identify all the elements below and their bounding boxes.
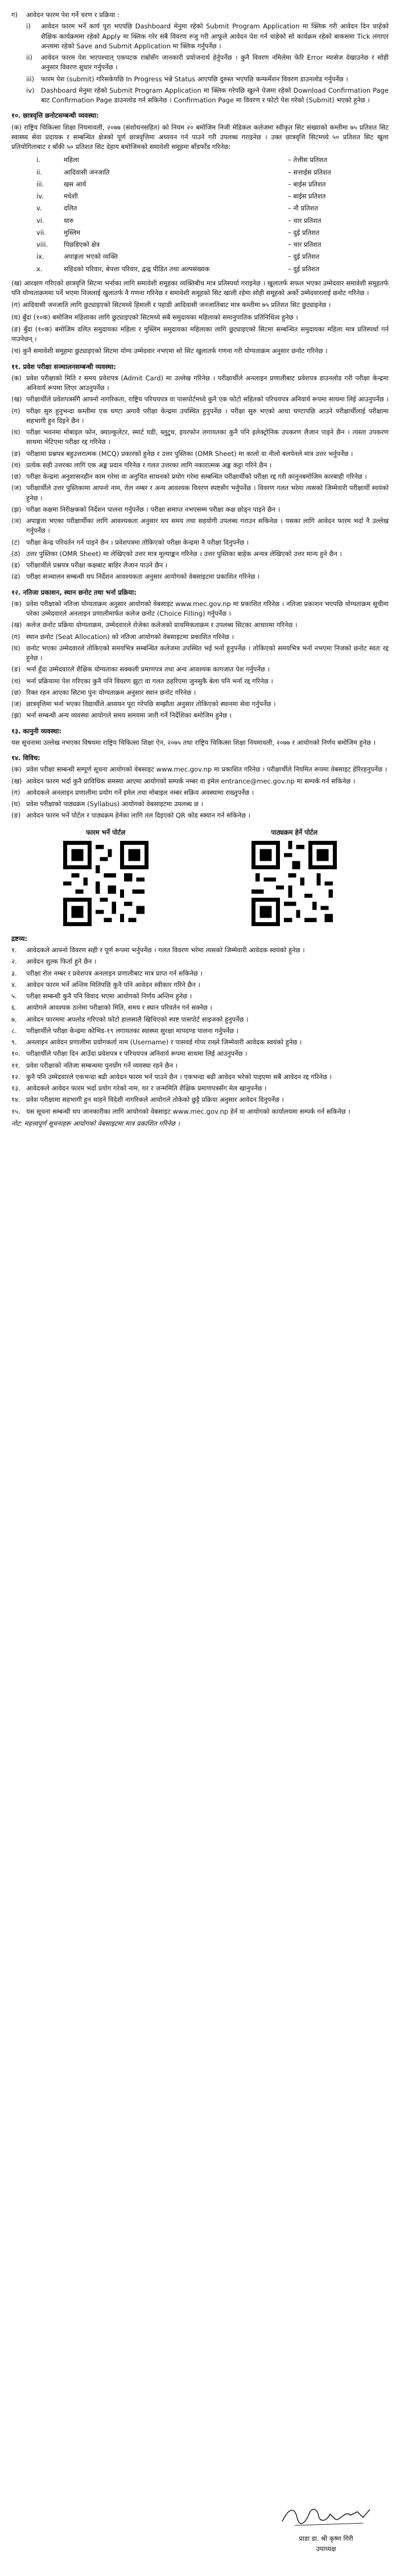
footer-note: नोट: महत्त्वपूर्ण सूचनाहरू आयोगको वेबसाइटमा मात्र प्रकाशित गरिनेछ । [11,1119,180,1127]
list-item: (ग) स्थान छनोट (Seat Allocation) को नतिजा आयोगको वेबसाइटमा प्रकाशित गरिनेछ । [11,632,234,641]
step-number: iii) [26,74,35,83]
list-item: (ड) परीक्षार्थीले प्रश्नपत्र परीक्षा कक्षबाट बाहिर लैजान पाउने छैन । [11,561,168,569]
list-item: (घ) परीक्षा भवनमा मोबाइल फोन, क्याल्कुलेटर, स्मार्ट घडी, ब्लुटुथ, इयरफोन लगायतका कुनै पनि इलेक्ट्रोनिक उपकरण लैजान पाइने छैन । त्यस्ता उपकरण साथमा भेटिएमा परीक्षा रद्द गरिनेछ । [11,428,389,446]
list-item: (क) प्रवेश परीक्षाको नतिजा योग्यताक्रम अनुसार आयोगको वेबसाइट www.mec.gov.np मा प्रकाशित गरिनेछ । नतिजा प्रकाशन भएपछि योग्यताक्रम सूचीमा परेका उम्मेदवारले अनलाइन प्रणालीमार्फत कलेज छनोट (Choice Filling) गर्नुपर्नेछ । [11,599,389,617]
list-item: (घ) छनोट भएका उम्मेदवारले तोकिएको समयभित्र सम्बन्धित कलेजमा उपस्थित भई भर्ना हुनुपर्नेछ । तोकिएको समयभित्र भर्ना नभएमा निजको छनोट स्वतः रद्द हुनेछ । [11,644,389,662]
note-item: ११. प्रवेश परीक्षाको नतिजा सम्बन्धमा पुनर्योग गर्ने व्यवस्था रहने छैन । [11,1061,178,1069]
submit-step [26,74,389,84]
note-item: ६. आयोगले आवश्यक ठानेमा परीक्षाको मिति, समय र स्थान परिवर्तन गर्न सक्नेछ । [11,1003,212,1012]
list-item: (झ) भर्ना सम्बन्धी अन्य व्यवस्था आयोगले समय समयमा जारी गर्ने निर्देशिका बमोजिम हुनेछ । [11,711,232,720]
list-item: (च) भर्ना प्रक्रियामा पेश गरिएका कुनै पनि विवरण झुटा वा गलत ठहरिएमा जुनसुकै बेला पनि भर्ना रद्द गरिनेछ । [11,677,273,685]
exam-conduct-section [11,362,389,582]
submit-step [26,53,389,73]
note-item: ७. आवेदन फारममा अपलोड गरिएको फोटो हालसालै खिचिएको स्पष्ट पासपोर्ट साइजको हुनुपर्नेछ । [11,1015,249,1023]
qr-portal-label: फारम भर्ने पोर्टल [86,828,126,836]
quota-row: iii. खस आर्य – बाईस प्रतिशत [36,180,326,188]
quota-row: vii. मुस्लिम – दुई प्रतिशत [36,228,320,237]
scholarship-section [11,111,389,356]
list-item: (क) प्रवेश परीक्षाको मिति र समय प्रवेशपत्र (Admit Card) मा उल्लेख गरिनेछ । परीक्षार्थीले अनलाइन प्रणालीबाट प्रवेशपत्र डाउनलोड गरी परीक्षा केन्द्रमा अनिवार्य रूपमा लिएर आउनुपर्नेछ । [11,374,389,392]
paragraph: यस सूचनामा उल्लेख नभएका विषयमा राष्ट्रिय चिकित्सा शिक्षा ऐन, २०७५ तथा राष्ट्रिय चिकित्सा शिक्षा नियमावली, २०७७ र आयोगको निर्णय बमोजिम हुनेछ । [11,738,376,746]
step-number: iv) [26,86,35,94]
list-item: (ख) आवेदन फारम भर्दा कुनै प्राविधिक समस्या आएमा आयोगको सम्पर्क नम्बर वा इमेल entrance@mec.gov.np मा सम्पर्क गर्न सकिनेछ । [11,777,356,785]
list-item: (ख) परीक्षार्थीले प्रवेशपत्रसँगै आफ्नो नागरिकता, राष्ट्रिय परिचयपत्र वा पासपोर्टमध्ये कुनै एक फोटो सहितको परिचयपत्र अनिवार्य रूपमा साथमा लिई आउनुपर्नेछ । [11,395,389,404]
list-item: (ख) कलेज छनोट प्रक्रिया योग्यताक्रम, उम्मेदवारले रोजेका कलेजको प्राथमिकताक्रम र उपलब्ध सिटका आधारमा गरिनेछ । [11,621,298,629]
note-item: १. आवेदकले आफ्नो विवरण सही र पूर्ण रूपमा भर्नुपर्नेछ । गलत विवरण भरेमा त्यसको जिम्मेवारी आवेदक स्वयंको हुनेछ । [11,946,305,954]
note-item: ९. अनलाइन आवेदन प्रणालीमा प्रयोगकर्ता नाम (Username) र पासवर्ड गोप्य राख्ने जिम्मेवारी आवेदक स्वयंको हुनेछ । [11,1038,302,1046]
section-title: ११. प्रवेश परीक्षा सञ्चालनसम्बन्धी व्यवस्था: [11,362,116,371]
note-item: ५. परीक्षा सम्बन्धी कुनै पनि विवाद भएमा आयोगको निर्णय अन्तिम हुनेछ । [11,992,192,1000]
note-item: १०. परीक्षार्थीले परीक्षा दिन आउँदा प्रवेशपत्र र परिचयपत्र अनिवार्य रूपमा साथमा लिई आउनुपर्नेछ । [11,1050,248,1058]
step-number: ग) [11,11,18,19]
quota-row: v. दलित – नौ प्रतिशत [36,204,318,213]
quota-row: i. महिला – तेत्तीस प्रतिशत [36,156,327,164]
quota-table [34,154,376,275]
quota-row: ix. अपाङ्गता भएको व्यक्ति – दुई प्रतिशत [36,252,320,261]
step-text: आवेदन फारम पेश भएपश्चात् एकपटक राम्रोसँग जानकारी प्रयोजनार्थ हेर्नुपर्नेछ । कुनै विवरण नमिलेमा फेरि Error म्यासेज देखाउनेछ र सोही अनुसार विवरण सुधार गर्नुपर्नेछ । [41,53,389,72]
paragraph: (ग) आदिवासी जनजाति लागि छुट्याइएको सिटमध्ये हिमाली र पहाडी आदिवासी जनजातिबाट मात्र कम्तीमा ७५ प्रतिशत सिट छुट्याइनेछ । [11,301,331,309]
submit-step [11,10,389,20]
quota-row: iv. मधेशी – बाईस प्रतिशत [36,192,326,200]
step-number: i) [26,22,31,31]
section-title: १२. नतिजा प्रकाशन, स्थान छनोट तथा भर्ना प्रक्रिया: [11,588,137,596]
note-item: १३. आवेदकले आवेदन फारम भर्दा प्रयोग गरेको नाम, थर र जन्ममिति शैक्षिक प्रमाणपत्रसँग मेल खानुपर्नेछ । [11,1084,267,1092]
list-item: (झ) परीक्षा कक्षमा निरीक्षकको निर्देशन पालना गर्नुपर्नेछ । परीक्षा समाप्त नभएसम्म परीक्षा कक्ष छोड्न पाइने छैन । [11,505,281,513]
signature-block [275,2502,377,2554]
paragraph: (घ) बुँदा (१०क) बमोजिम महिलाका लागि छुट्याइएको सिटमध्ये सबै समुदायका महिलाको समानुपातिक प्रतिनिधित्व हुनेछ । [11,313,298,321]
note-item: १२. कुनै पनि उम्मेदवारले एकभन्दा बढी आवेदन फारम भर्न पाउने छैन । एकभन्दा बढी आवेदन भरेको पाइएमा सबै आवेदन रद्द गरिनेछ । [11,1072,332,1081]
list-item: (ढ) परीक्षा सञ्चालन सम्बन्धी थप निर्देशन आवश्यकता अनुसार आयोगको वेबसाइटमा प्रकाशित गरिनेछ । [11,573,260,581]
paragraph: (च) कुनै समावेशी समूहमा छुट्याइएको सिटमा योग्य उम्मेदवार नभएमा सो सिट खुलातर्फ गणना गरी योग्यताक्रम अनुसार छनोट गरिनेछ । [11,347,328,355]
list-item: (ङ) आवेदन फारम भर्ने पोर्टल र पाठ्यक्रम हेर्नका लागि तल दिइएको QR कोड स्क्यान गर्न सकिनेछ । [11,811,251,820]
qr-code-syllabus-icon[interactable] [251,841,337,926]
step-text: आवेदन फारम भर्ने कार्य पूरा भएपछि Dashboard मेनुमा रहेको Submit Program Application मा क्लिक गरी आवेदन दिन चाहेको शैक्षिक कार्यक्रममा रहेको Apply मा क्लिक गरेर सबै विवरण रुजु गरी आफूले आवेदन पेश गर्न चाहेको सो कार्यक्रम रहेको बाकसमा Tick लगाएर अन्त्यमा रहेको Save and Submit Application मा क्लिक गर्नुपर्नेछ । [41,22,389,50]
list-item: (ङ) भर्ना हुँदा उम्मेदवारले शैक्षिक योग्यताका सक्कली प्रमाणपत्र तथा अन्य आवश्यक कागजात पेश गर्नुपर्नेछ । [11,665,270,674]
paragraph: (ख) आरक्षण गरिएको छात्रवृत्ति सिटमा भर्नाका लागि समावेशी समूहका व्यक्तिबीच मात्र प्रतिस्पर्धा गराइनेछ । खुलातर्फ सफल भएका उम्मेदवार समावेशी समूहतर्फ पनि योग्यताक्रममा पर्ने भएमा निजलाई खुलातर्फ नै गणना गरिनेछ र समावेशी समूहको सिट खाली रहेमा सोही समूहको अर्को उम्मेदवारलाई छनोट गरिनेछ । [11,279,389,297]
signature-icon [278,2502,374,2530]
note-item: १५. यस सूचना सम्बन्धी थप जानकारीका लागि आयोगको वेबसाइट www.mec.gov.np हेर्न वा आयोगको कार्यालयमा सम्पर्क गर्न सकिनेछ । [11,1107,350,1115]
quota-row: x. सहिदको परिवार, बेपत्ता परिवार, द्वन्द्व पीडित तथा अल्पसंख्यक – दुई प्रतिशत [36,264,320,273]
legal-section [11,727,389,748]
list-item: (ग) आवेदकले अनलाइन प्रणालीमा प्रयोग गर्ने इमेल तथा मोबाइल नम्बर सक्रिय अवस्थामा राख्नुपर्नेछ । [11,788,254,797]
section-title: १०. छात्रवृत्ति छनोटसम्बन्धी व्यवस्था: [11,111,99,120]
list-item: (घ) प्रवेश परीक्षाको पाठ्यक्रम (Syllabus) आयोगको वेबसाइटमा उपलब्ध छ । [11,800,203,808]
paragraph: (ङ) बुँदा (१०क) बमोजिम दलित समुदायका महिला र मुस्लिम समुदायका महिलाका लागि छुट्याइएको सिटमा सम्बन्धित समुदायका महिला मात्र प्रतिस्पर्धा गर्न पाउनेछन् । [11,325,389,343]
misc-section [11,753,389,926]
quota-row: viii. पिछडिएको क्षेत्र – चार प्रतिशत [36,240,321,248]
note-item: २. आवेदन शुल्क फिर्ता हुने छैन । [11,957,97,966]
section-title: १४. विविध: [11,754,40,762]
list-item: (ग) परीक्षा सुरु हुनुभन्दा कम्तीमा एक घण्टा अगावै परीक्षा केन्द्रमा उपस्थित हुनुपर्नेछ । परीक्षा सुरु भएको आधा घण्टापछि आउने परीक्षार्थीलाई परीक्षामा सहभागी हुन दिइने छैन । [11,406,389,425]
signatory-name: प्राडा डा. श्री कृष्ण गिरी [299,2534,353,2543]
list-item: (ठ) उत्तर पुस्तिका (OMR Sheet) मा लेखिएको उत्तर मात्र मूल्याङ्कन गरिनेछ । उत्तर पुस्तिका बाहेक अन्यत्र लेखिएको उत्तर मान्य हुने छैन । [11,549,342,558]
step-text: आवेदन फारम पेश गर्ने चरण र प्रक्रिया : [26,11,119,19]
step-text: Dashboard मेनुमा रहेको Submit Program Application मा क्लिक गरेपछि खुल्ने पेजमा रहेको Download Confirmation Page बाट Confirmation Page डाउनलोड गर्न सकिनेछ । Confirmation Page मा विवरण र फोटो पेश गरेको (Submit) भएको हुनेछ । [41,86,389,104]
qr-row [11,828,389,926]
list-item: (च) प्रत्येक सही उत्तरका लागि एक अङ्क प्रदान गरिनेछ र गलत उत्तरका लागि नकारात्मक अङ्क कट्टा गरिने छैन । [11,461,272,469]
step-text: फारम पेश (submit) गरिसकेपछि In Progress भन्ने Status आएपछि दुरुस्त भएपछि कन्फर्मेशन विवरण डाउनलोड गर्नुपर्नेछ । [41,74,348,83]
quota-row: vi. थारु – चार प्रतिशत [36,216,321,225]
note-item: ३. परीक्षा रोल नम्बर र प्रवेशपत्र अनलाइन प्रणालीबाट मात्र प्राप्त गर्न सकिनेछ । [11,969,203,977]
paragraph: (क) राष्ट्रिय चिकित्सा शिक्षा नियमावली, २०७७ (संशोधनसहित) को नियम २० बमोजिम निजी मेडिकल कलेजमा स्वीकृत सिट संख्याको कम्तीमा ७५ प्रतिशत सिट स्वास्थ्य सेवा प्रदायक र सम्बन्धित क्षेत्रको पूर्ण छात्रवृत्तिमा अध्ययन गर्न पाउने गरी उपलब्ध गराइनेछ । उक्त छात्रवृत्ति सिटमध्ये ५० प्रतिशत सिट खुला प्रतियोगिताबाट र बाँकी ५० प्रतिशत सिट देहाय बमोजिमको समावेशी समूहमा बाँडफाँड गरिनेछ: [11,123,389,151]
list-item: (ज) छात्रवृत्तिमा भर्ना भएका विद्यार्थीले अध्ययन पूरा गरेपछि सम्झौता अनुसार तोकिएको स्थानमा सेवा गर्नुपर्नेछ । [11,700,276,708]
qr-syllabus-box [229,828,360,926]
section-title: द्रष्टव्य: [11,934,28,943]
note-item: १४. प्रवेश परीक्षामा सहभागी हुन चाहने विदेशी नागरिकले आयोगले तोकेको छुट्टै प्रक्रिया अनुसार आवेदन दिनुपर्नेछ । [11,1096,284,1104]
result-admission-section [11,588,389,721]
list-item: (छ) परीक्षा केन्द्रमा अनुशासनहीन काम गरेमा वा अनुचित साधनको प्रयोग गरेमा सम्बन्धित परीक्षार्थीको परीक्षा रद्द गरी कानुनबमोजिम कारबाही गरिनेछ । [11,472,367,480]
signatory-title: उपाध्यक्ष [316,2544,336,2553]
qr-portal-box [40,828,171,926]
list-item: (ञ) अपाङ्गता भएका परीक्षार्थीका लागि आवश्यकता अनुसार थप समय तथा सहयोगी उपलब्ध गराउन सकिनेछ । यसका लागि आवेदन फारम भर्दा नै उल्लेख गर्नुपर्नेछ । [11,517,389,535]
list-item: (छ) रिक्त रहन आएका सिटमा पुनः योग्यताक्रम अनुसार स्थान छनोट गरिनेछ । [11,688,196,696]
notes-section [11,934,389,1129]
note-item: ८. परीक्षार्थीले परीक्षा केन्द्रमा कोभिड-१९ लगायतका स्वास्थ्य सुरक्षा मापदण्ड पालना गर्नुपर्नेछ । [11,1026,239,1035]
submit-step [26,86,389,106]
list-item: (ट) परीक्षा केन्द्र परिवर्तन गर्न पाइने छैन । प्रवेशपत्रमा तोकिएको परीक्षा केन्द्रमा नै परीक्षा दिनुपर्नेछ । [11,538,249,546]
list-item: (ङ) परीक्षामा प्रश्नपत्र बहुउत्तरात्मक (MCQ) प्रकारको हुनेछ र उत्तर पुस्तिका (OMR Sheet) मा कालो वा नीलो बलपेनले मात्र उत्तर भर्नुपर्नेछ । [11,449,353,458]
qr-code-portal-icon[interactable] [63,841,149,926]
qr-syllabus-label: पाठ्यक्रम हेर्ने पोर्टल [271,828,318,836]
list-item: (ज) परीक्षार्थीले उत्तर पुस्तिकामा आफ्नो नाम, रोल नम्बर र अन्य आवश्यक विवरण स्पष्टसँग भर्नुपर्नेछ । विवरण गलत भरेमा त्यसको जिम्मेवारी परीक्षार्थी स्वयंको हुनेछ । [11,484,389,502]
submit-step [26,22,389,51]
submit-steps-section [11,10,389,105]
section-title: १३. कानुनी व्यवस्था: [11,727,62,735]
note-item: ४. आवेदन फारम भर्ने अन्तिम मितिपछि कुनै पनि आवेदन स्वीकार गरिने छैन । [11,980,200,989]
quota-row: ii. आदिवासी जनजाति – सत्ताईस प्रतिशत [36,168,331,176]
list-item: (क) प्रवेश परीक्षा सम्बन्धी सम्पूर्ण सूचना आयोगको वेबसाइट www.mec.gov.np मा प्रकाशित गरिनेछ । परीक्षार्थीले नियमित रूपमा वेबसाइट हेरिरहनुपर्नेछ । [11,765,387,774]
step-number: ii) [26,53,32,61]
